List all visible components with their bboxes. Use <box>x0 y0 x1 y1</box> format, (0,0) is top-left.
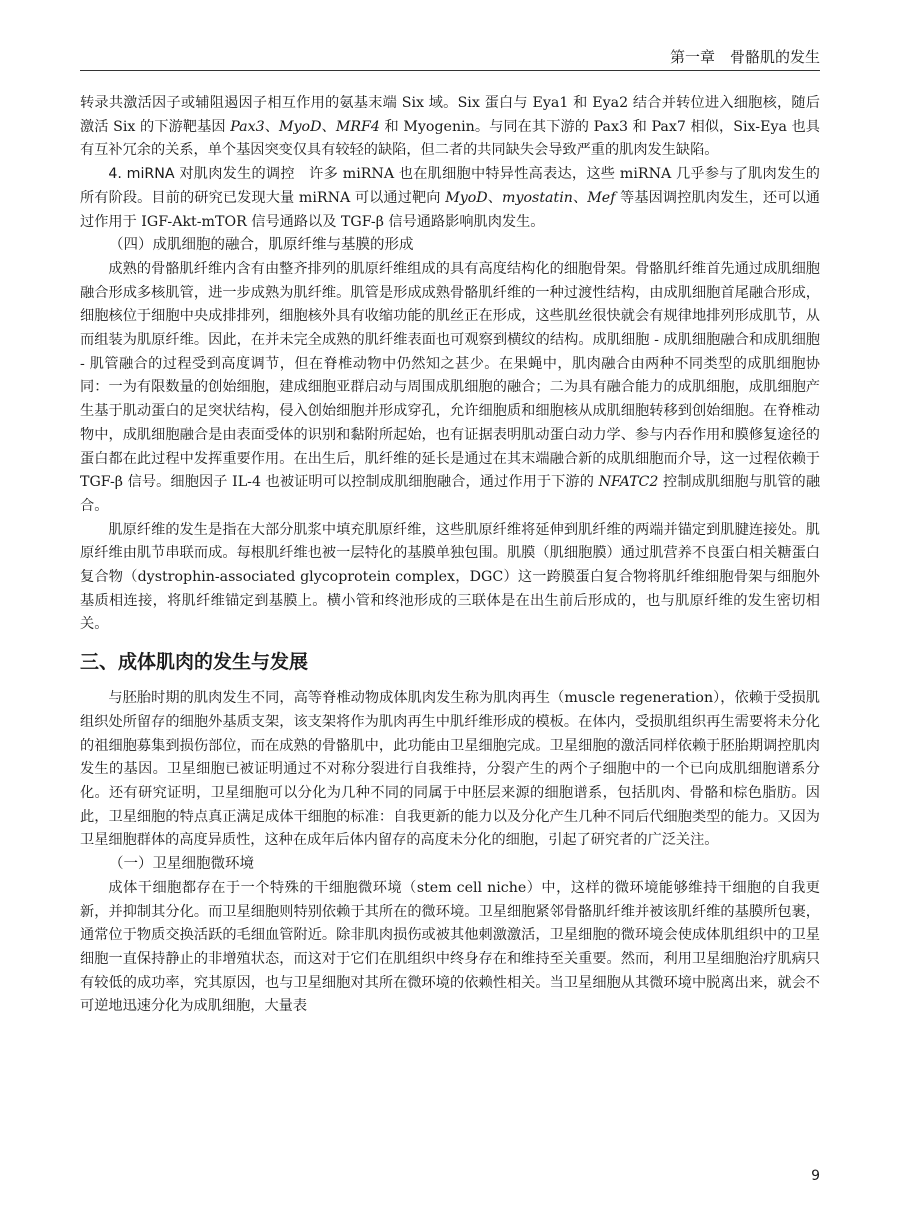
gene-mrf4: MRF4 <box>335 118 380 135</box>
gene-myostatin: myostatin <box>502 189 573 206</box>
gene-nfatc2: NFATC2 <box>598 474 659 491</box>
page-number: 9 <box>811 1168 820 1184</box>
paragraph-mirna: 4. miRNA 对肌肉发生的调控 许多 miRNA 也在肌细胞中特异性高表达，这些 miRNA 几乎参与了肌肉发生的所有阶段。目前的研究已发现大量 miRNA 可以通过靶向 MyoD、myostatin、Mef 等基因调控肌肉发生，还可以通过作用于 IGF-Akt-mTOR 信号通路以及 TGF-β 信号通路影响肌肉发生。 <box>80 166 820 230</box>
paragraph-fusion: 成熟的骨骼肌纤维内含有由整齐排列的肌原纤维组成的具有高度结构化的细胞骨架。骨骼肌纤维首先通过成肌细胞融合形成多核肌管，进一步成熟为肌纤维。肌管是形成成熟骨骼肌纤维的一种过渡性结构，由成肌细胞首尾融合形成，细胞核位于细胞中央成排排列，细胞核外具有收缩功能的肌丝正在形成，这些肌丝很快就会有规律地排列形成肌节，从而组装为肌原纤维。因此，在并未完全成熟的肌纤维表面也可观察到横纹的结构。成肌细胞 - 成肌细胞融合和成肌细胞 - 肌管融合的过程受到高度调节，但在脊椎动物中仍然知之甚少。在果蝇中，肌肉融合由两种不同类型的成肌细胞协同：一为有限数量的创始细胞，建成细胞亚群启动与周围成肌细胞的融合；二为具有融合能力的成肌细胞，成肌细胞产生基于肌动蛋白的足突状结构，侵入创始细胞并形成穿孔，允许细胞质和细胞核从成肌细胞转移到创始细胞。在脊椎动物中，成肌细胞融合是由表面受体的识别和黏附所起始，也有证据表明肌动蛋白动力学、参与内吞作用和膜修复途径的蛋白都在此过程中发挥重要作用。在出生后，肌纤维的延长是通过在其末端融合新的成肌细胞而介导，这一过程依赖于 TGF-β 信号。细胞因子 IL-4 也被证明可以控制成肌细胞融合，通过作用于下游的 NFATC2 控制成肌细胞与肌管的融合。 <box>80 260 821 514</box>
paragraph-regeneration: 与胚胎时期的肌肉发生不同，高等脊椎动物成体肌肉发生称为肌肉再生（muscle regeneration），依赖于受损肌组织处所留存的细胞外基质支架，该支架将作为肌肉再生中肌纤维形成的模板。在体内，受损肌组织再生需要将未分化的祖细胞募集到损伤部位，而在成熟的骨骼肌中，此功能由卫星细胞完成。卫星细胞的激活同样依赖于胚胎期调控肌肉发生的基因。卫星细胞已被证明通过不对称分裂进行自我维持，分裂产生的两个子细胞中的一个已向成肌细胞谱系分化。还有研究证明，卫星细胞可以分化为几种不同的同属于中胚层来源的细胞谱系，包括肌肉、骨骼和棕色脂肪。因此，卫星细胞的特点真正满足成体干细胞的标准：自我更新的能力以及分化产生几种不同后代细胞类型的能力。又因为卫星细胞群体的高度异质性，这种在成年后体内留存的高度未分化的细胞，引起了研究者的广泛关注。 <box>80 690 820 849</box>
gene-myod: MyoD <box>279 118 322 135</box>
mirna-heading: 4. miRNA 对肌肉发生的调控 <box>108 166 295 183</box>
paragraph-six-eya: 转录共激活因子或辅阻遏因子相互作用的氨基末端 Six 域。Six 蛋白与 Eya1 和 Eya2 结合并转位进入细胞核，随后激活 Six 的下游靶基因 Pax3、MyoD、MRF4 和 Myogenin。与同在其下游的 Pax3 和 Pax7 相似，Six-Eya 也具有互补冗余的关系，单个基因突变仅具有较轻的缺陷，但二者的共同缺失会导致严重的肌肉发生缺陷。 <box>80 95 820 159</box>
paragraph-myofibril: 肌原纤维的发生是指在大部分肌浆中填充肌原纤维，这些肌原纤维将延伸到肌纤维的两端并锚定到肌腱连接处。肌原纤维由肌节串联而成。每根肌纤维也被一层特化的基膜单独包围。肌膜（肌细胞膜）通过肌营养不良蛋白相关糖蛋白复合物（dystrophin-associated glycoprotein complex，DGC）这一跨膜蛋白复合物将肌纤维细胞骨架与细胞外基质相连接，将肌纤维锚定到基膜上。横小管和终池形成的三联体是在出生前后形成的，也与肌原纤维的发生密切相关。 <box>80 521 820 633</box>
running-header <box>0 0 900 70</box>
gene-myod-2: MyoD <box>445 189 488 206</box>
chapter-title: 第一章 骨骼肌的发生 <box>669 48 820 66</box>
subsection-heading-niche: （一）卫星细胞微环境 <box>109 856 254 873</box>
paragraph-niche: 成体干细胞都存在于一个特殊的干细胞微环境（stem cell niche）中，这样的微环境能够维持干细胞的自我更新，并抑制其分化。而卫星细胞则特别依赖于其所在的微环境。卫星细胞紧邻骨骼肌纤维并被该肌纤维的基膜所包裹，通常位于物质交换活跃的毛细血管附近。除非肌肉损伤或被其他刺激激活，卫星细胞的微环境会使成体肌组织中的卫星细胞一直保持静止的非增殖状态，而这对于它们在肌组织中终身存在和维持至关重要。然而，利用卫星细胞治疗肌病只有较低的成功率，究其原因，也与卫星细胞对其所在微环境的依赖性相关。当卫星细胞从其微环境中脱离出来，就会不可逆地迅速分化为成肌细胞，大量表 <box>80 879 820 1015</box>
header-divider <box>80 70 820 71</box>
page-body <box>80 92 820 1019</box>
section-heading-adult-muscle: 三、成体肌肉的发生与发展 <box>80 651 309 674</box>
gene-pax3: Pax3 <box>230 118 265 135</box>
subsection-heading-fusion: （四）成肌细胞的融合，肌原纤维与基膜的形成 <box>109 237 414 254</box>
gene-mef: Mef <box>587 189 616 206</box>
